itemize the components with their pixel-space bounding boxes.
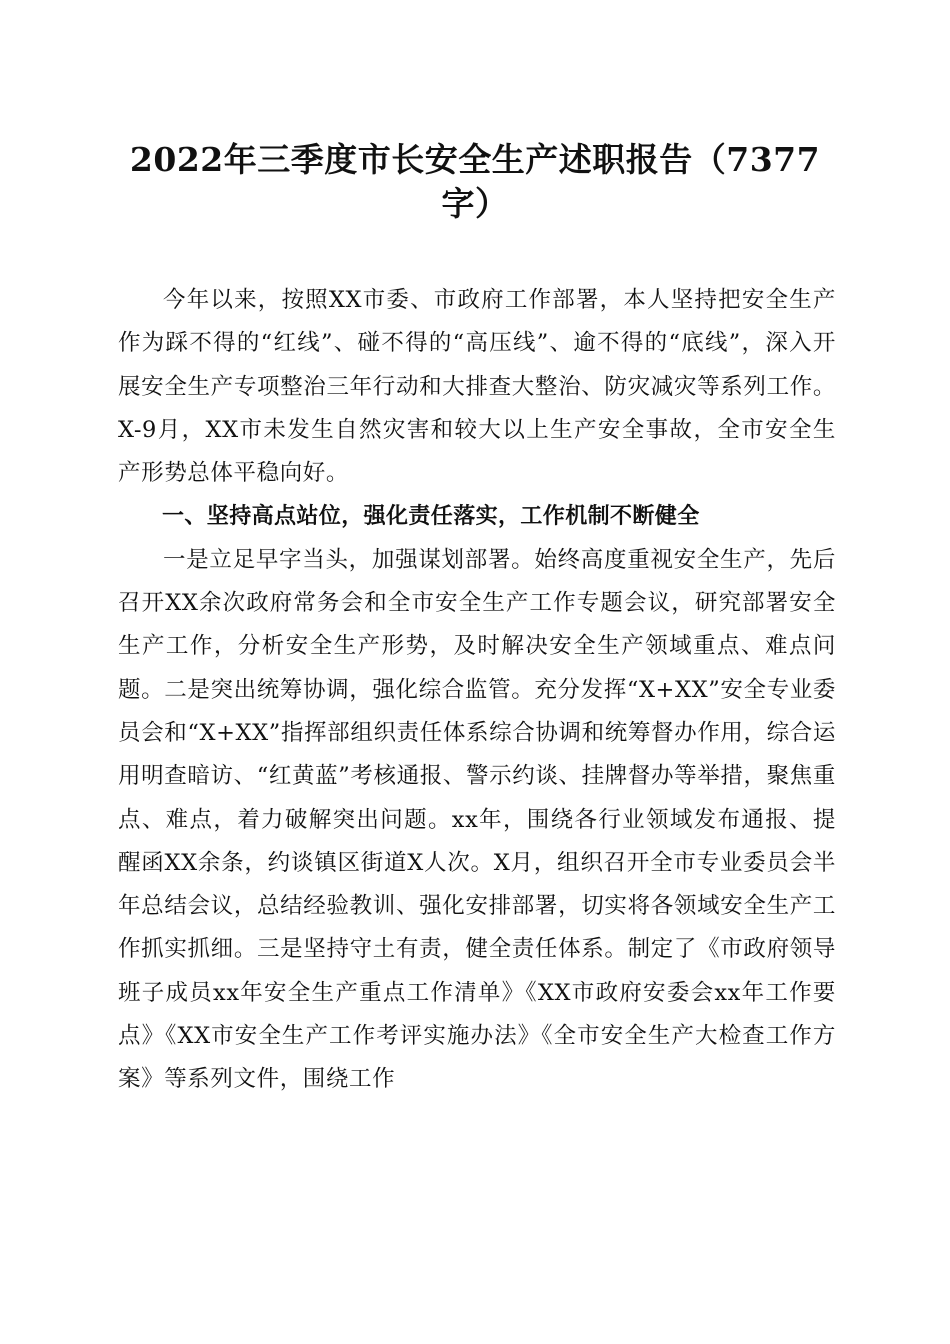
section-heading-1: 一、坚持高点站位，强化责任落实，工作机制不断健全 [162, 504, 700, 530]
intro-paragraph: 今年以来，按照XX市委、市政府工作部署，本人坚持把安全生产作为踩不得的“红线”、碰不得的“高压线”、逾不得的“底线”，深入开展安全生产专项整治三年行动和大排查大整治、防灾减灾等系列工作。X-9月，XX市未发生自然灾害和较大以上生产安全事故，全市安全生产形势总体平稳向好。 [118, 287, 836, 487]
document-title [120, 138, 830, 226]
document-body [118, 279, 836, 1102]
section-1-paragraph: 一是立足早字当头，加强谋划部署。始终高度重视安全生产，先后召开XX余次政府常务会和全市安全生产工作专题会议，研究部署安全生产工作，分析安全生产形势，及时解决安全生产领域重点、难点问题。二是突出统筹协调，强化综合监管。充分发挥“X+XX”安全专业委员会和“X+XX”指挥部组织责任体系综合协调和统筹督办作用，综合运用明查暗访、“红黄蓝”考核通报、警示约谈、挂牌督办等举措，聚焦重点、难点，着力破解突出问题。xx年，围绕各行业领域发布通报、提醒函XX余条，约谈镇区街道X人次。X月，组织召开全市专业委员会半年总结会议，总结经验教训、强化安排部署，切实将各领域安全生产工作抓实抓细。三是坚持守土有责，健全责任体系。制定了《市政府领导班子成员xx年安全生产重点工作清单》《XX市政府安委会xx年工作要点》《XX市安全生产工作考评实施办法》《全市安全生产大检查工作方案》等系列文件，围绕工作 [118, 546, 836, 1093]
title-line-2: 字） [441, 184, 509, 223]
title-line-1: 2022年三季度市长安全生产述职报告（7377 [129, 140, 821, 179]
